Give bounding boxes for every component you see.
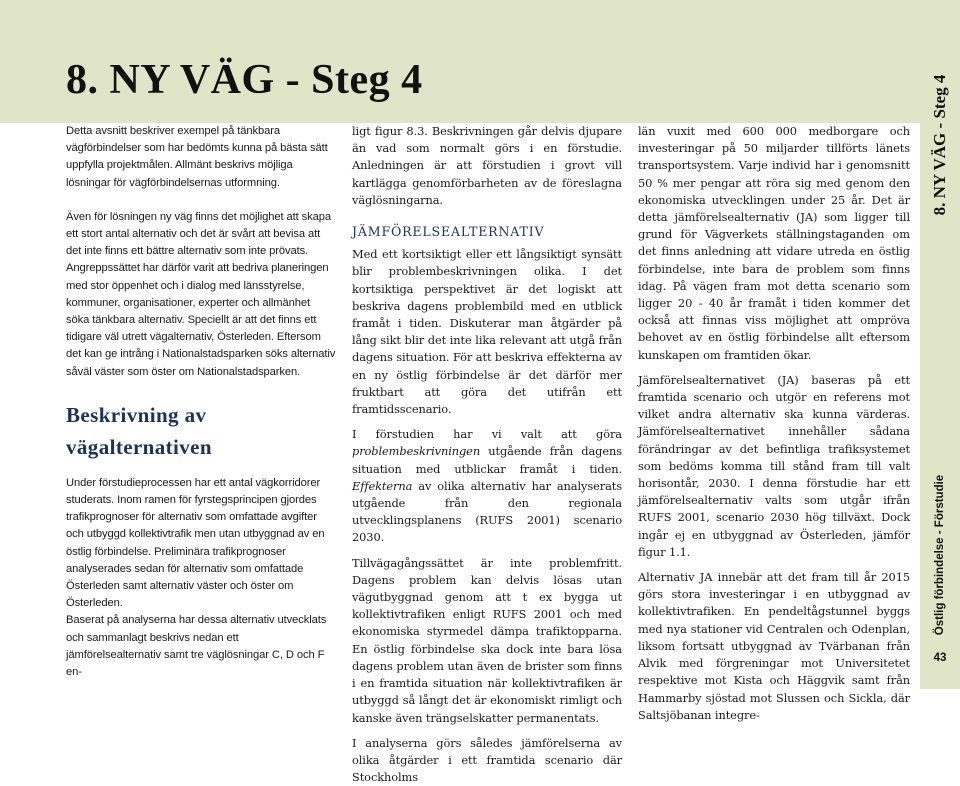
emphasis: Effekterna (352, 478, 413, 493)
paragraph (352, 426, 622, 546)
text-run: utgående från dagens situation med utblickar framåt i tiden. (352, 444, 622, 476)
paragraph: I analyserna görs således jämförelserna av olika åtgärder i ett framtida scenario där Stockholms (352, 735, 622, 785)
text-run: av olika alternativ har analyserats utgående från den regionala utvecklingsplanens (RUFS 2001) scenario 2030. (352, 478, 622, 545)
sidebar-subtitle-text: Östlig förbindelse - Förstudie (934, 474, 946, 636)
intro-paragraph: Detta avsnitt beskriver exempel på tänkbara vägförbindelser som har bedömts kunna på bästa sätt uppfylla projektmålen. Allmänt beskrivs möjliga lösningar för vägförbindelsernas utformning. (66, 125, 328, 189)
paragraph: län vuxit med 600 000 medborgare och investeringar på 50 miljarder tillförts länets transportsystem. Varje individ har i genomsnitt 50 % mer pengar att röra sig med genom den ekonomiska utvecklingen under 25 år. Det är detta jämförelsealternativ (JA) som ligger till grund för Vägverkets ställningstaganden om det finns anledning att vidare utreda en östlig förbindelse, inte bara de problem som finns idag. På vägen fram mot detta scenario som ligger 20 - 40 år framåt i tiden kommer det också att finnas viss möjlighet att ompröva behovet av en östlig förbindelse allt eftersom kunskapen om framtiden ökar. (638, 124, 910, 362)
paragraph: Tillvägagångssättet är inte problemfritt. Dagens problem kan delvis lösas utan vägutbyggnad genom att t ex bygga ut kollektivtrafiken enligt RUFS 2001 och med ekonomiska styrmedel dämpa trafiktopparna. En östlig förbindelse ska dock inte bara lösa dagens problem utan även de brister som finns i en framtida situation när kollektivtrafiken är utbyggd så långt det är ekonomiskt rimligt och kanske även trängselskatter permanentats. (352, 555, 622, 725)
text-run: I förstudien har vi valt att göra (352, 427, 622, 442)
sidebar-title-text: 8. NY VÄG - Steg 4 (930, 74, 949, 216)
emphasis: problembeskrivningen (352, 444, 481, 459)
column-1 (66, 123, 336, 681)
paragraph: Alternativ JA innebär att det fram till år 2015 görs stora investeringar i en utbyggnad av kollektivtrafiken. En pendeltågstunnel byggs med nya stationer vid Centralen och Odenplan, liksom fortsatt utbyggnad av Tvärbanan från Alvik med förgreningar mot Universitetet respektive mot Kista och Häggvik samt från Hammarby sjöstad mot Slussen och Sickla, där Saltsjöbanan integre- (638, 570, 910, 722)
paragraph: ligt figur 8.3. Beskrivningen går delvis djupare än vad som normalt görs i en förstudie. Anledningen är att förstudien i grovt vill kartlägga genomförbarheten av de föreslagna väglösningarna. (352, 124, 622, 207)
sidebar-subtitle (925, 470, 955, 640)
page-number: 43 (933, 652, 947, 664)
column-2 (352, 123, 622, 786)
sidebar-title (925, 60, 955, 230)
paragraph: Under förstudieprocessen har ett antal vägkorridorer studerats. Inom ramen för fyrstegsprincipen gjordes trafikprognoser för alternativ som omfattade avgifter och utbyggd kollektivtrafik men utan utbyggnad av en östlig förbindelse. Preliminära trafikprognoser analyserades sedan för alternativ som omfattade Österleden samt alternativ väster och öster om Österleden. (66, 476, 325, 610)
page-title: 8. NY VÄG - Steg 4 (66, 57, 423, 103)
column-3 (638, 123, 910, 724)
section-heading: Beskrivning av vägalternativen (66, 402, 212, 459)
subheading: JÄMFÖRELSEALTERNATIV (352, 224, 545, 240)
paragraph: Baserat på analyserna har dessa alternativ utvecklats och sammanlagt beskrivs nedan ett jämförelsealternativ samt tre väglösningar C, D och F en- (66, 614, 327, 679)
paragraph: Jämförelsealternativet (JA) baseras på ett framtida scenario och utgör en referens mot vilket andra alternativ ska kunna värderas. Jämförelsealternativet innehåller sådana förändringar av det befintliga trafiksystemet som bedöms komma till stånd fram till valt horisontår, 2030. I denna förstudie har ett jämförelsealternativ valts som utgår ifrån RUFS 2001, scenario 2030 hög tillväxt. Dock ingår ej en utbyggnad av Österleden, jämför figur 1.1. (638, 372, 910, 559)
paragraph: Även för lösningen ny väg finns det möjlighet att skapa ett stort antal alternativ och det är svårt att bevisa att det inte finns ett bättre alternativ som inte prövats. Angreppssättet har därför varit att bedriva planeringen med stor öppenhet och i dialog med länsstyrelse, kommuner, organisationer, experter och allmänhet söka tänkbara alternativ. Speciellt är att det finns ett tidigare väl utrett vägalternativ, Österleden. Eftersom det kan ge intrång i Nationalstadsparken söks alternativ såväl väster som öster om Nationalstadsparken. (66, 210, 336, 378)
paragraph: Med ett kortsiktigt eller ett långsiktigt synsätt blir problembeskrivningen olika. I det kortsiktiga perspektivet är det logiskt att beskriva dagens problembild med en utblick framåt i tiden. Diskuterar man åtgärder på lång sikt blir det inte lika relevant att utgå från dagens situation. För att beskriva effekterna av en ny östlig förbindelse är det därför mer fruktbart att göra det utifrån ett framtidsscenario. (352, 247, 623, 417)
